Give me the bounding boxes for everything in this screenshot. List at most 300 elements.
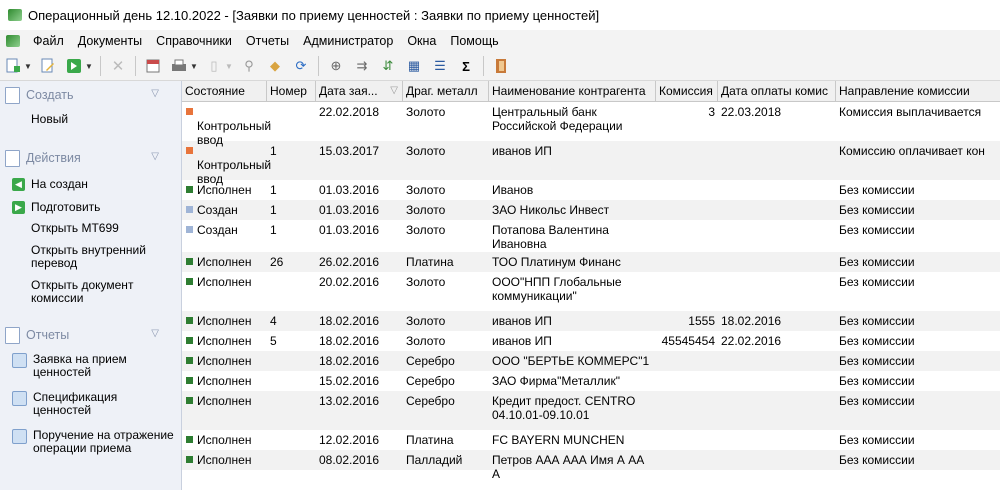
sum-icon[interactable]: Σ (462, 58, 470, 74)
cell-pay-date (718, 450, 836, 470)
cell-number-text: 1 (270, 183, 277, 197)
cell-number (267, 220, 316, 252)
cell-status (182, 141, 272, 186)
menu-file[interactable]: Файл (33, 34, 64, 48)
column-header-commission[interactable]: Комиссия (656, 81, 718, 101)
cell-direction (836, 180, 1000, 200)
cell-status-text: Исполнен (197, 255, 252, 269)
cell-counterparty-text: иванов ИП (492, 144, 552, 158)
cell-date (316, 450, 403, 470)
sidebar-item-to-created[interactable] (0, 172, 181, 193)
cell-commission (656, 200, 718, 220)
cell-number-text: 5 (270, 334, 277, 348)
cell-metal (403, 220, 489, 252)
cell-pay-date (718, 220, 836, 252)
cell-commission (656, 430, 718, 450)
sidebar-item-report-order[interactable] (0, 419, 181, 457)
cell-metal-text: Серебро (406, 354, 455, 368)
cell-counterparty (489, 450, 656, 481)
toolbar-separator (135, 56, 136, 76)
cell-direction-text: Комиссию оплачивает кон (839, 144, 985, 158)
doc-icon (12, 391, 27, 406)
cell-date-text: 01.03.2016 (319, 223, 380, 237)
cell-metal-text: Платина (406, 433, 454, 447)
cell-pay-date (718, 430, 836, 450)
section-title: Отчеты (26, 328, 70, 342)
search-icon[interactable]: ⚲ (244, 58, 254, 73)
exit-icon[interactable] (490, 56, 512, 76)
cell-status-text: Исполнен (197, 394, 252, 408)
cell-commission (656, 450, 718, 470)
cell-commission (656, 220, 718, 252)
cell-number (267, 252, 316, 272)
sidebar-item-label: Открыть документ комиссии (31, 278, 134, 305)
cell-direction (836, 351, 1000, 371)
cell-direction (836, 252, 1000, 272)
status-indicator-icon (186, 456, 193, 463)
menu-reports[interactable]: Отчеты (245, 34, 290, 48)
cell-metal (403, 430, 489, 450)
cell-pay-date (718, 272, 836, 311)
status-indicator-icon (186, 278, 193, 285)
cell-counterparty (489, 391, 656, 430)
blank-icon (12, 222, 25, 235)
cell-metal (403, 371, 489, 391)
cell-metal-text: Золото (406, 275, 446, 289)
cell-commission (656, 311, 718, 331)
copy-dropdown-icon[interactable]: ▼ (225, 61, 233, 71)
blank-icon (12, 244, 25, 257)
cell-status (182, 272, 267, 311)
sidebar-item-label: Заявка на прием ценностей (33, 352, 127, 379)
sort-filter-icon[interactable]: ▽ (390, 85, 398, 96)
status-indicator-icon (186, 377, 193, 384)
sidebar-item-label: На создан (31, 177, 88, 191)
delete-icon[interactable]: ✕ (111, 58, 125, 75)
toolbar-separator (483, 56, 484, 76)
tag-icon[interactable]: ◆ (270, 58, 280, 73)
cell-metal-text: Золото (406, 223, 446, 237)
cell-metal-text: Золото (406, 144, 446, 158)
toolbar-separator (318, 56, 319, 76)
cell-counterparty-text: иванов ИП (492, 314, 552, 328)
sidebar-item-label: Подготовить (31, 200, 101, 214)
menu-references[interactable]: Справочники (156, 34, 232, 48)
cell-date (316, 391, 403, 430)
app-logo-icon (8, 9, 22, 21)
toolbar (0, 52, 1000, 81)
cell-metal (403, 272, 489, 311)
cell-counterparty-text: ТОО Платинум Финанс (492, 255, 621, 269)
table-row[interactable] (182, 311, 1000, 331)
blank-icon (12, 113, 25, 126)
cell-metal-text: Золото (406, 203, 446, 217)
table-row[interactable] (182, 450, 1000, 481)
column-header-status[interactable]: Состояние (182, 81, 267, 101)
cell-number-text: 4 (270, 314, 277, 328)
cell-metal (403, 180, 489, 200)
actions-sidebar (0, 81, 182, 490)
cell-date (316, 200, 403, 220)
cell-number (267, 430, 316, 450)
cell-pay-date (718, 371, 836, 391)
sidebar-section-create[interactable] (0, 81, 181, 109)
cell-counterparty-text: Петров ААА ААА Имя А АА А (492, 453, 645, 481)
cell-counterparty (489, 141, 656, 180)
cell-pay-date-text: 18.02.2016 (721, 314, 782, 328)
status-indicator-icon (186, 108, 193, 115)
sidebar-item-label: Поручение на отражение операции приема (33, 428, 174, 455)
cell-counterparty-text: ЗАО Никольс Инвест (492, 203, 610, 217)
cell-status-text: Исполнен (197, 354, 252, 368)
cell-date (316, 220, 403, 252)
cell-pay-date (718, 311, 836, 331)
requests-grid (182, 81, 1000, 490)
cell-number (267, 102, 316, 141)
cell-pay-date (718, 102, 836, 141)
cell-direction-text: Без комиссии (839, 223, 915, 237)
table-row[interactable] (182, 272, 1000, 311)
back-green-icon: ◀ (12, 178, 25, 191)
cell-counterparty (489, 311, 656, 331)
cell-status (182, 311, 267, 331)
menu-windows[interactable]: Окна (407, 34, 437, 48)
status-indicator-icon (186, 397, 193, 404)
create-section-icon (5, 87, 20, 104)
new-doc-dropdown-icon[interactable]: ▼ (24, 61, 32, 71)
cell-number-text: 1 (270, 223, 277, 237)
menu-help[interactable]: Помощь (450, 34, 499, 48)
cell-number-text: 1 (270, 203, 277, 217)
cell-status-text: Исполнен (197, 374, 252, 388)
status-indicator-icon (186, 436, 193, 443)
cell-date-text: 26.02.2016 (319, 255, 380, 269)
cell-direction (836, 102, 1000, 141)
sidebar-section-reports[interactable] (0, 321, 181, 349)
table-row[interactable] (182, 220, 1000, 252)
cell-metal-text: Серебро (406, 394, 455, 408)
status-indicator-icon (186, 206, 193, 213)
table-row[interactable] (182, 180, 1000, 200)
cell-date-text: 15.03.2017 (319, 144, 380, 158)
mdi-child-icon[interactable] (6, 35, 20, 47)
sidebar-item-report-specification[interactable] (0, 381, 181, 419)
cell-direction (836, 141, 1000, 180)
cell-direction-text: Без комиссии (839, 354, 915, 368)
cell-date (316, 252, 403, 272)
menu-admin[interactable]: Администратор (303, 34, 394, 48)
cell-direction-text: Без комиссии (839, 314, 915, 328)
cell-counterparty (489, 220, 656, 252)
cell-status (182, 102, 272, 147)
table-row[interactable] (182, 430, 1000, 450)
cell-commission (656, 371, 718, 391)
cell-number-text: 26 (270, 255, 284, 269)
cell-date (316, 371, 403, 391)
sidebar-item-new[interactable] (0, 109, 181, 138)
cell-commission (656, 391, 718, 430)
cell-date-text: 18.02.2016 (319, 314, 380, 328)
sidebar-section-actions[interactable] (0, 144, 181, 172)
cell-number (267, 141, 316, 180)
status-indicator-icon (186, 186, 193, 193)
cell-status-text: Исполнен (197, 183, 252, 197)
cell-counterparty (489, 102, 656, 141)
cell-counterparty-text: Центральный банк Российской Федерации (492, 105, 623, 133)
cell-counterparty (489, 371, 656, 391)
toolbar-separator (100, 56, 101, 76)
cell-direction (836, 331, 1000, 351)
merge-icon[interactable]: ⇉ (356, 58, 368, 73)
cell-direction (836, 371, 1000, 391)
cell-direction (836, 311, 1000, 331)
cell-status (182, 391, 267, 430)
list-icon[interactable]: ☰ (434, 58, 446, 73)
cell-status (182, 351, 267, 371)
cell-metal (403, 331, 489, 351)
cell-direction-text: Без комиссии (839, 394, 915, 408)
table-icon[interactable]: ▦ (407, 58, 421, 73)
actions-section-icon (5, 150, 20, 167)
forward-dropdown-icon[interactable]: ▼ (85, 61, 93, 71)
cell-metal-text: Золото (406, 334, 446, 348)
cell-commission (656, 351, 718, 371)
cell-direction-text: Без комиссии (839, 275, 915, 289)
cell-counterparty-text: иванов ИП (492, 334, 552, 348)
cell-direction-text: Без комиссии (839, 433, 915, 447)
table-row[interactable] (182, 200, 1000, 220)
arrows-icon[interactable]: ⇵ (382, 58, 394, 73)
cell-metal (403, 200, 489, 220)
sidebar-item-open-mt699[interactable] (0, 216, 181, 237)
table-row[interactable] (182, 141, 1000, 186)
cell-date (316, 272, 403, 311)
forward-green-icon: ▶ (12, 201, 25, 214)
cell-date-text: 18.02.2016 (319, 334, 380, 348)
grid-header (182, 81, 1000, 102)
cell-date-text: 13.02.2016 (319, 394, 380, 408)
cell-date-text: 08.02.2016 (319, 453, 380, 467)
cell-commission (656, 180, 718, 200)
cell-number (267, 331, 316, 351)
cell-counterparty (489, 430, 656, 450)
cell-status (182, 331, 267, 351)
cell-counterparty-text: Потапова Валентина Ивановна (492, 223, 609, 251)
title-bar (0, 0, 1000, 30)
cell-status-text: Исполнен (197, 433, 252, 447)
cell-metal-text: Золото (406, 183, 446, 197)
cell-date-text: 22.02.2018 (319, 105, 380, 119)
cell-status (182, 220, 267, 252)
cell-date (316, 102, 403, 141)
cell-direction (836, 450, 1000, 470)
cell-counterparty (489, 351, 656, 371)
cell-pay-date (718, 391, 836, 430)
sidebar-item-report-application[interactable] (0, 349, 181, 381)
cell-date (316, 430, 403, 450)
cell-number (267, 450, 316, 470)
cell-direction (836, 391, 1000, 430)
cell-date (316, 331, 403, 351)
status-indicator-icon (186, 226, 193, 233)
forward-icon[interactable] (63, 56, 85, 76)
collapse-chevron-icon[interactable]: ▽ (151, 328, 159, 339)
cell-commission-text: 45545454 (661, 334, 715, 348)
column-header-direction[interactable]: Направление комиссии (839, 84, 970, 98)
section-title: Создать (26, 88, 74, 102)
column-header-number[interactable]: Номер (267, 81, 316, 101)
cell-metal-text: Палладий (406, 453, 463, 467)
cell-status (182, 371, 267, 391)
split-icon[interactable]: ⊕ (330, 58, 342, 73)
cell-counterparty (489, 331, 656, 351)
sidebar-item-label: Спецификация ценностей (33, 390, 118, 417)
cell-date-text: 15.02.2016 (319, 374, 380, 388)
cell-direction-text: Без комиссии (839, 203, 915, 217)
cell-counterparty (489, 180, 656, 200)
cell-status-text: Контрольный ввод (197, 158, 272, 186)
cell-metal-text: Платина (406, 255, 454, 269)
cell-commission (656, 272, 718, 311)
cell-direction-text: Без комиссии (839, 255, 915, 269)
sidebar-item-open-commission-doc[interactable] (0, 272, 181, 307)
cell-status (182, 430, 267, 450)
print-icon[interactable] (168, 56, 190, 76)
cell-status-text: Исполнен (197, 275, 252, 289)
status-indicator-icon (186, 337, 193, 344)
cell-direction-text: Комиссия выплачивается (839, 105, 982, 119)
menu-bar (0, 30, 1000, 52)
sidebar-item-label: Открыть внутренний перевод (31, 243, 146, 270)
table-row[interactable] (182, 351, 1000, 371)
cell-status (182, 180, 267, 200)
cell-pay-date (718, 141, 836, 180)
cell-direction-text: Без комиссии (839, 183, 915, 197)
refresh-icon[interactable]: ⟳ (295, 58, 307, 73)
cell-commission (656, 102, 718, 141)
collapse-chevron-icon[interactable]: ▽ (151, 151, 159, 162)
cell-date-text: 12.02.2016 (319, 433, 380, 447)
cell-number (267, 272, 316, 311)
cell-commission (656, 331, 718, 351)
cell-date (316, 311, 403, 331)
collapse-chevron-icon[interactable]: ▽ (151, 88, 159, 99)
sidebar-item-label: Новый (31, 112, 69, 126)
cell-pay-date-text: 22.02.2016 (721, 334, 782, 348)
status-indicator-icon (186, 357, 193, 364)
cell-date (316, 351, 403, 371)
cell-number (267, 351, 316, 371)
cell-direction (836, 272, 1000, 311)
table-row[interactable] (182, 371, 1000, 391)
cell-metal (403, 351, 489, 371)
cell-pay-date (718, 200, 836, 220)
calendar-icon[interactable] (142, 56, 164, 76)
cell-date (316, 141, 403, 180)
doc-icon (12, 429, 27, 444)
cell-pay-date-text: 22.03.2018 (721, 105, 782, 119)
cell-pay-date (718, 180, 836, 200)
cell-counterparty (489, 272, 656, 311)
print-dropdown-icon[interactable]: ▼ (190, 61, 198, 71)
sidebar-item-prepare[interactable] (0, 193, 181, 216)
cell-direction (836, 200, 1000, 220)
edit-doc-icon[interactable] (37, 56, 59, 76)
cell-number (267, 391, 316, 430)
column-header-metal[interactable]: Драг. металл (403, 81, 489, 101)
cell-pay-date (718, 252, 836, 272)
status-indicator-icon (186, 317, 193, 324)
cell-status-text: Создан (197, 203, 238, 217)
grid-body (182, 102, 1000, 481)
cell-metal-text: Золото (406, 105, 446, 119)
cell-status-text: Исполнен (197, 334, 252, 348)
cell-number (267, 200, 316, 220)
cell-metal-text: Серебро (406, 374, 455, 388)
cell-counterparty-text: Кредит предост. CENTRO 04.10.01-09.10.01 (492, 394, 636, 422)
status-indicator-icon (186, 147, 193, 154)
cell-status-text: Исполнен (197, 314, 252, 328)
column-header-counterparty[interactable]: Наименование контрагента (489, 81, 656, 101)
new-doc-icon[interactable] (2, 56, 24, 76)
cell-date-text: 01.03.2016 (319, 183, 380, 197)
cell-commission-text: 3 (708, 105, 715, 119)
column-header-pay-date[interactable]: Дата оплаты комис (718, 81, 836, 101)
table-row[interactable] (182, 102, 1000, 147)
column-header-label: Дата зая... (319, 84, 378, 98)
cell-metal (403, 311, 489, 331)
cell-metal (403, 102, 489, 141)
cell-counterparty-text: Иванов (492, 183, 534, 197)
cell-commission (656, 141, 718, 180)
cell-counterparty-text: FC BAYERN MUNCHEN (492, 433, 625, 447)
cell-direction-text: Без комиссии (839, 453, 915, 467)
blank-icon (12, 279, 25, 292)
cell-counterparty-text: ООО "БЕРТЬЕ КОММЕРС"1 (492, 354, 650, 368)
status-indicator-icon (186, 258, 193, 265)
cell-direction (836, 220, 1000, 252)
cell-date (316, 180, 403, 200)
table-row[interactable] (182, 331, 1000, 351)
cell-commission (656, 252, 718, 272)
cell-direction-text: Без комиссии (839, 374, 915, 388)
cell-status-text: Контрольный ввод (197, 119, 272, 147)
cell-commission-text: 1555 (688, 314, 715, 328)
column-header-date[interactable] (316, 81, 403, 101)
sidebar-item-open-internal-transfer[interactable] (0, 237, 181, 272)
cell-metal (403, 450, 489, 470)
cell-date-text: 20.02.2016 (319, 275, 380, 289)
window-title: Операционный день 12.10.2022 - [Заявки по приему ценностей : Заявки по приему ценностей] (28, 7, 600, 23)
cell-status (182, 450, 267, 470)
sidebar-item-label: Открыть МТ699 (31, 221, 119, 235)
cell-pay-date (718, 331, 836, 351)
menu-documents[interactable]: Документы (77, 34, 143, 48)
cell-counterparty (489, 252, 656, 272)
cell-status (182, 252, 267, 272)
cell-status-text: Исполнен (197, 453, 252, 467)
cell-date-text: 18.02.2016 (319, 354, 380, 368)
table-row[interactable] (182, 252, 1000, 272)
cell-number (267, 371, 316, 391)
cell-counterparty-text: ООО"НПП Глобальные коммуникации" (492, 275, 622, 303)
cell-direction-text: Без комиссии (839, 334, 915, 348)
table-row[interactable] (182, 391, 1000, 430)
reports-section-icon (5, 327, 20, 344)
cell-number-text: 1 (270, 144, 277, 158)
copy-icon[interactable]: ▯ (210, 58, 218, 73)
cell-pay-date (718, 351, 836, 371)
